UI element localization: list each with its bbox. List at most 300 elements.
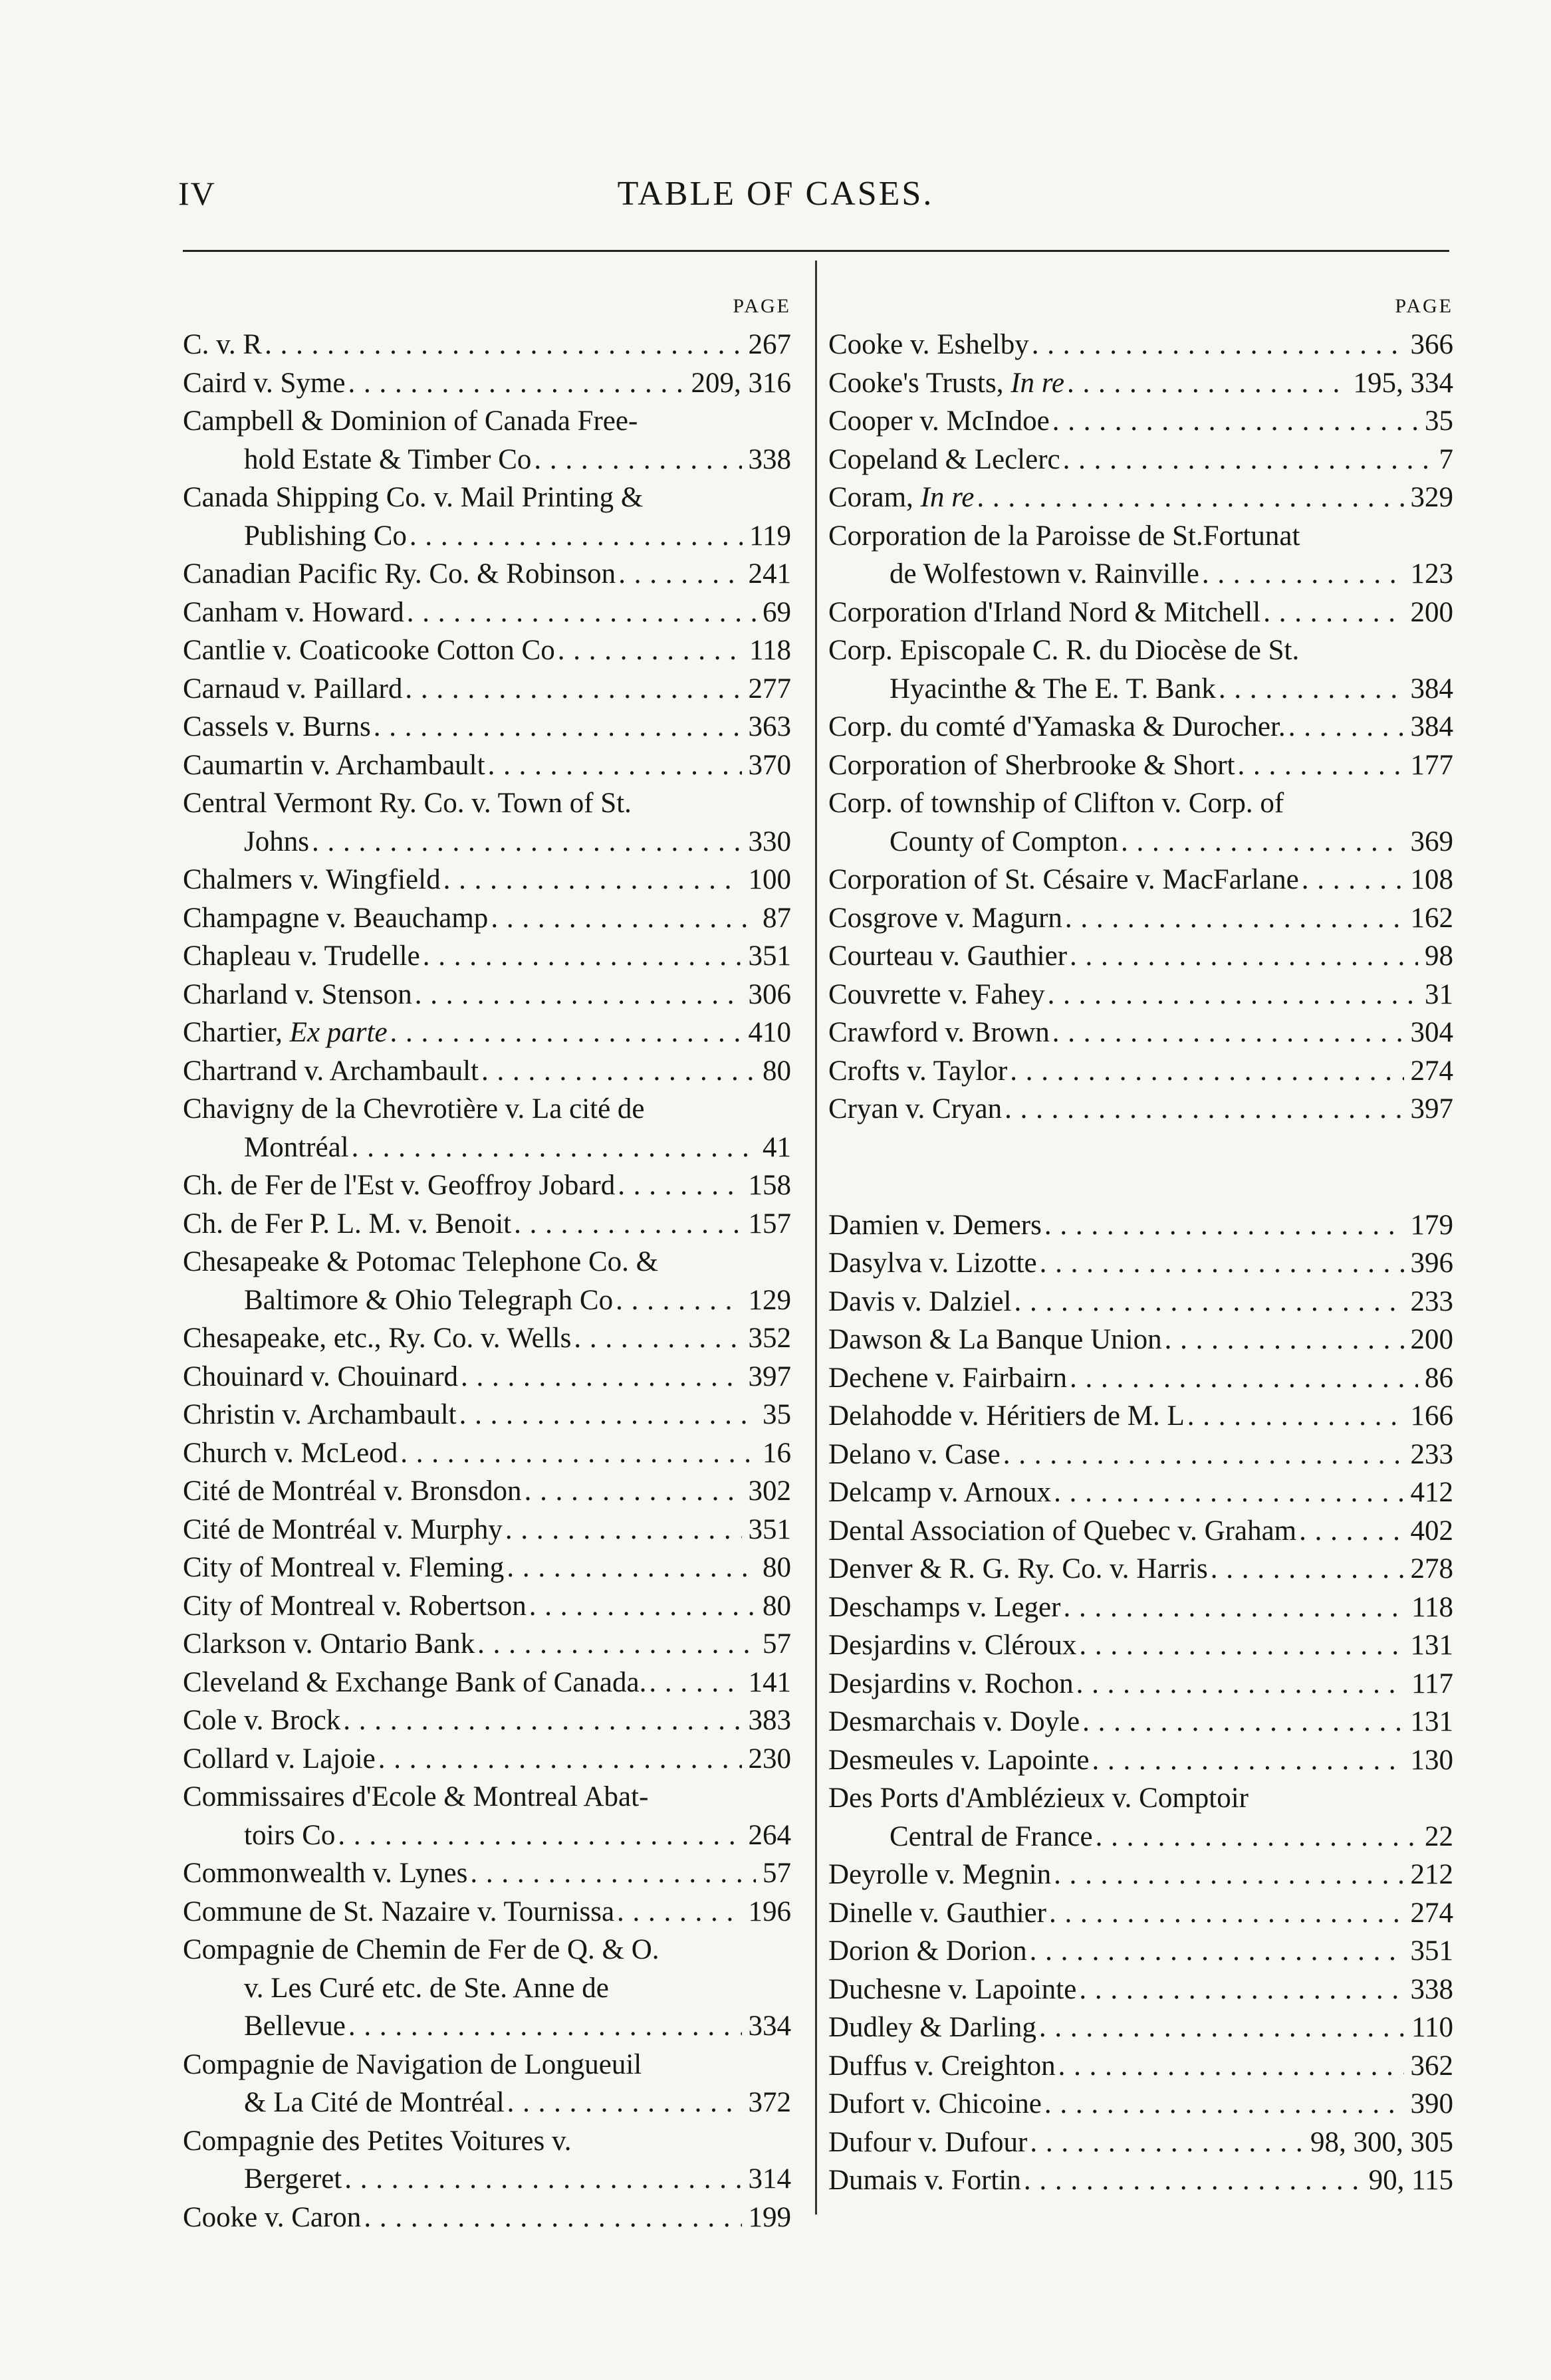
case-name: Canada Shipping Co. v. Mail Printing & <box>183 482 644 513</box>
dot-leader <box>529 1587 756 1626</box>
case-entry-line <box>183 1243 791 1281</box>
case-entry <box>183 1625 791 1664</box>
dot-leader <box>534 441 741 479</box>
dot-leader <box>1063 1588 1405 1627</box>
case-name: Davis v. Dalziel <box>828 1285 1012 1317</box>
case-name: Cooke's Trusts, In re <box>828 367 1065 399</box>
dot-leader <box>461 1358 741 1396</box>
page-number: IV <box>178 175 216 212</box>
dot-leader <box>617 1893 741 1931</box>
page-header <box>0 174 1551 221</box>
dot-leader <box>1288 708 1404 746</box>
case-name: Coram, In re <box>828 482 975 513</box>
case-entry <box>828 479 1453 517</box>
case-entry-line <box>183 823 791 861</box>
page-reference: 123 <box>1410 558 1453 590</box>
case-entry <box>828 402 1453 441</box>
dot-leader <box>1211 1550 1404 1588</box>
case-entry <box>828 784 1453 861</box>
case-name: Chartrand v. Archambault <box>183 1055 479 1087</box>
case-name: Church v. McLeod <box>183 1437 398 1469</box>
case-name: Chesapeake & Potomac Telephone Co. & <box>183 1246 659 1277</box>
case-entry-line <box>828 2123 1453 2162</box>
case-entry-line <box>828 861 1453 899</box>
page-reference: 57 <box>763 1858 791 1889</box>
case-name: City of Montreal v. Fleming <box>183 1552 505 1583</box>
dot-leader <box>338 1816 741 1855</box>
case-name: Crofts v. Taylor <box>828 1055 1008 1087</box>
case-list <box>183 326 791 2236</box>
case-entry-line <box>183 594 791 632</box>
page-reference: 370 <box>748 749 791 781</box>
case-entry-line <box>828 1894 1453 1933</box>
case-name: Dinelle v. Gauthier <box>828 1897 1046 1929</box>
case-entry <box>183 1052 791 1091</box>
case-entry-line <box>183 1740 791 1779</box>
dot-leader <box>558 631 743 670</box>
dot-leader <box>470 1854 756 1893</box>
case-name: County of Compton <box>890 825 1119 857</box>
case-name: Dasylva v. Lizotte <box>828 1247 1037 1279</box>
case-entry <box>828 1397 1453 1436</box>
case-entry <box>828 1014 1453 1052</box>
case-entry <box>828 1665 1453 1703</box>
case-entry-line <box>828 517 1453 556</box>
case-entry <box>828 1321 1453 1359</box>
dot-leader <box>574 1319 741 1358</box>
case-name: hold Estate & Timber Co <box>244 443 532 475</box>
case-name: Corp. of township of Clifton v. Corp. of <box>828 788 1284 819</box>
case-entry <box>828 708 1453 746</box>
dot-leader <box>1030 1932 1404 1971</box>
case-entry-line <box>183 708 791 746</box>
case-entry-line <box>183 1778 791 1816</box>
case-name: Commonwealth v. Lynes <box>183 1858 468 1889</box>
case-name: Des Ports d'Amblézieux v. Comptoir <box>828 1783 1249 1814</box>
case-entry-line <box>828 1588 1453 1627</box>
page-reference: 129 <box>748 1284 791 1316</box>
case-name: Damien v. Demers <box>828 1209 1042 1241</box>
dot-leader <box>265 326 741 364</box>
dot-leader <box>1063 441 1433 479</box>
case-entry <box>183 631 791 670</box>
case-entry <box>183 1319 791 1358</box>
page-reference: 383 <box>748 1705 791 1736</box>
case-entry-line <box>183 1625 791 1664</box>
case-entry <box>183 1587 791 1626</box>
case-name: Desmeules v. Lapointe <box>828 1744 1090 1776</box>
dot-leader <box>618 555 741 594</box>
case-entry-line <box>183 1549 791 1587</box>
dot-leader <box>407 594 756 632</box>
case-name: City of Montreal v. Robertson <box>183 1590 527 1622</box>
case-name: Central de France <box>890 1820 1093 1852</box>
dot-leader <box>1165 1321 1404 1359</box>
case-name: Caird v. Syme <box>183 367 346 399</box>
page-reference: 233 <box>1410 1438 1453 1470</box>
case-entry-line <box>183 631 791 670</box>
case-name: Christin v. Archambault <box>183 1399 457 1430</box>
case-name: Campbell & Dominion of Canada Free- <box>183 405 638 437</box>
page-reference: 98, 300, 305 <box>1310 2126 1453 2158</box>
page-reference: 384 <box>1410 673 1453 704</box>
page-reference: 351 <box>748 940 791 972</box>
page-reference: 396 <box>1410 1247 1453 1279</box>
case-entry-line <box>828 1512 1453 1551</box>
dot-leader <box>977 479 1403 517</box>
case-entry-line <box>828 1090 1453 1129</box>
page-reference: 87 <box>763 902 791 934</box>
case-entry-line <box>828 1932 1453 1971</box>
page-reference: 69 <box>763 596 791 628</box>
dot-leader <box>488 746 742 785</box>
case-entry-line <box>828 2161 1453 2200</box>
case-entry-line <box>828 1550 1453 1588</box>
case-entry <box>183 1014 791 1052</box>
case-name: Cryan v. Cryan <box>828 1093 1003 1125</box>
case-entry <box>828 2047 1453 2086</box>
case-entry-line <box>183 1358 791 1396</box>
case-entry <box>183 1893 791 1931</box>
case-entry <box>183 1243 791 1319</box>
case-name: Dufour v. Dufour <box>828 2126 1028 2158</box>
case-entry-line <box>183 2084 791 2122</box>
case-entry <box>828 1703 1453 1741</box>
case-name: Carnaud v. Paillard <box>183 673 403 704</box>
dot-leader <box>348 364 684 403</box>
dot-leader <box>312 823 742 861</box>
case-entry-line <box>183 1052 791 1091</box>
case-entry <box>183 594 791 632</box>
case-entry-line <box>183 1472 791 1511</box>
case-entry <box>828 861 1453 899</box>
page-reference: 329 <box>1410 482 1453 513</box>
case-entry <box>828 326 1453 364</box>
page-reference: 166 <box>1410 1400 1453 1432</box>
case-entry-line <box>828 555 1453 594</box>
page-reference: 397 <box>1410 1093 1453 1125</box>
dot-leader <box>481 1052 756 1091</box>
case-entry <box>183 1664 791 1702</box>
dot-leader <box>1076 1665 1405 1703</box>
page-reference: 369 <box>1410 825 1453 857</box>
case-entry <box>183 1090 791 1166</box>
case-entry <box>183 555 791 594</box>
case-name: Bellevue <box>244 2010 346 2042</box>
case-entry-line <box>828 784 1453 823</box>
case-name: de Wolfestown v. Rainville <box>890 558 1199 590</box>
case-entry <box>828 594 1453 632</box>
case-entry-line <box>183 1893 791 1931</box>
case-entry-line <box>183 364 791 403</box>
dot-leader <box>491 899 756 938</box>
dot-leader <box>505 1511 742 1549</box>
page-column-heading: PAGE <box>1395 295 1453 317</box>
page-reference: 118 <box>1411 1591 1453 1623</box>
dot-leader <box>1054 1856 1403 1894</box>
case-name: Commune de St. Nazaire v. Tournissa <box>183 1895 615 1927</box>
case-name: v. Les Curé etc. de Ste. Anne de <box>244 1972 609 2004</box>
case-entry <box>183 1854 791 1893</box>
case-entry-line <box>828 1244 1453 1283</box>
case-name: Crawford v. Brown <box>828 1017 1050 1048</box>
case-entry-line <box>828 1473 1453 1512</box>
case-entry <box>828 1894 1453 1933</box>
dot-leader <box>364 2199 741 2237</box>
case-entry-line <box>828 1321 1453 1359</box>
case-entry <box>828 364 1453 403</box>
case-name: Couvrette v. Fahey <box>828 978 1045 1010</box>
dot-leader <box>352 1129 756 1167</box>
dot-leader <box>1040 1244 1404 1283</box>
case-entry-line <box>828 2047 1453 2086</box>
case-name: Delano v. Case <box>828 1438 1001 1470</box>
case-entry <box>183 1166 791 1205</box>
page-reference: 131 <box>1410 1630 1453 1661</box>
page-reference: 131 <box>1410 1706 1453 1737</box>
case-entry <box>183 2046 791 2122</box>
case-name: Dental Association of Quebec v. Graham <box>828 1515 1297 1547</box>
case-entry <box>183 326 791 364</box>
case-entry-line <box>183 1166 791 1205</box>
case-name: Deschamps v. Leger <box>828 1591 1061 1623</box>
case-entry <box>183 1931 791 2046</box>
dot-leader <box>1237 746 1403 785</box>
case-name: Compagnie de Chemin de Fer de Q. & O. <box>183 1934 659 1965</box>
page-reference: 200 <box>1410 1324 1453 1355</box>
page-reference: 397 <box>748 1360 791 1392</box>
dot-leader <box>1263 594 1403 632</box>
case-entry-line <box>828 1397 1453 1436</box>
dot-leader <box>374 708 742 746</box>
dot-leader <box>507 2084 742 2122</box>
case-name: Ch. de Fer P. L. M. v. Benoit <box>183 1208 512 1240</box>
case-entry <box>183 899 791 938</box>
case-name: Compagnie des Petites Voitures v. <box>183 2125 572 2157</box>
case-entry-line <box>828 899 1453 938</box>
page-reference: 274 <box>1410 1897 1453 1929</box>
dot-leader <box>1302 861 1404 899</box>
case-entry-line <box>183 479 791 517</box>
page-reference: 41 <box>763 1131 791 1163</box>
dot-leader <box>1054 1473 1403 1512</box>
case-name: Central Vermont Ry. Co. v. Town of St. <box>183 788 632 819</box>
dot-leader <box>1219 670 1404 708</box>
header-rule <box>183 250 1449 252</box>
case-entry-line <box>828 1971 1453 2009</box>
case-entry-line <box>183 1511 791 1549</box>
page-reference: 330 <box>748 825 791 857</box>
page-reference: 80 <box>763 1590 791 1622</box>
page-reference: 157 <box>748 1208 791 1240</box>
case-name: Commissaires d'Ecole & Montreal Abat- <box>183 1781 649 1812</box>
case-name: & La Cité de Montréal <box>244 2087 505 2118</box>
dot-leader <box>1003 1436 1404 1474</box>
dot-leader <box>514 1205 741 1244</box>
page-title: TABLE OF CASES. <box>617 175 934 213</box>
page-reference: 35 <box>763 1399 791 1430</box>
dot-leader <box>1052 402 1418 441</box>
case-entry <box>183 1740 791 1779</box>
case-name: Cantlie v. Coaticooke Cotton Co <box>183 635 555 666</box>
case-entry-line <box>183 2199 791 2237</box>
case-entry <box>183 364 791 403</box>
page-reference: 7 <box>1439 443 1453 475</box>
case-name: Deyrolle v. Megnin <box>828 1859 1052 1890</box>
page-reference: 57 <box>763 1628 791 1660</box>
case-entry-line <box>183 441 791 479</box>
page-reference: 352 <box>748 1323 791 1354</box>
case-entry-line <box>183 1319 791 1358</box>
dot-leader <box>649 1664 741 1702</box>
case-name: Delcamp v. Arnoux <box>828 1477 1052 1508</box>
case-entry <box>183 1358 791 1396</box>
case-entry-line <box>828 976 1453 1014</box>
case-entry-line <box>183 1664 791 1702</box>
case-name: Chartier, Ex parte <box>183 1017 388 1048</box>
case-entry-line <box>183 1281 791 1320</box>
case-entry <box>828 1932 1453 1971</box>
page-reference: 384 <box>1410 711 1453 742</box>
case-entry <box>828 1971 1453 2009</box>
case-name: Canadian Pacific Ry. Co. & Robinson <box>183 558 616 590</box>
dot-leader <box>1048 976 1418 1014</box>
case-entry-line <box>828 1856 1453 1894</box>
page-reference: 274 <box>1410 1055 1453 1087</box>
case-name: Copeland & Leclerc <box>828 443 1060 475</box>
page-reference: 338 <box>748 443 791 475</box>
case-entry <box>828 1856 1453 1894</box>
dot-leader <box>616 1281 741 1320</box>
page-reference: 90, 115 <box>1368 2165 1453 2196</box>
page-reference: 98 <box>1425 940 1453 972</box>
dot-leader <box>423 937 742 976</box>
case-name: Canham v. Howard <box>183 596 404 628</box>
page-reference: 31 <box>1425 978 1453 1010</box>
dot-leader <box>1092 1741 1403 1780</box>
case-name: Clarkson v. Ontario Bank <box>183 1628 475 1660</box>
dot-leader <box>618 1166 741 1205</box>
case-name: Desjardins v. Cléroux <box>828 1630 1077 1661</box>
page-reference: 230 <box>748 1743 791 1775</box>
case-name: Ch. de Fer de l'Est v. Geoffroy Jobard <box>183 1170 616 1201</box>
case-name: Cleveland & Exchange Bank of Canada. <box>183 1666 647 1698</box>
dot-leader <box>1065 899 1404 938</box>
dot-leader <box>378 1740 742 1779</box>
case-entry <box>828 441 1453 479</box>
case-entry-line <box>183 326 791 364</box>
dot-leader <box>1070 1359 1418 1398</box>
case-entry-line <box>828 1818 1453 1856</box>
case-entry <box>183 1549 791 1587</box>
case-entry-line <box>183 1396 791 1434</box>
case-entry <box>828 1741 1453 1780</box>
case-entry-line <box>183 1014 791 1052</box>
dot-leader <box>1039 2008 1405 2047</box>
dot-leader <box>1010 1052 1403 1091</box>
case-entry-line <box>828 2008 1453 2047</box>
dot-leader <box>1187 1397 1404 1436</box>
case-entry-line <box>828 746 1453 785</box>
page-reference: 179 <box>1410 1209 1453 1241</box>
dot-leader <box>1121 823 1403 861</box>
page-reference: 304 <box>1410 1017 1453 1048</box>
case-entry-line <box>183 2122 791 2161</box>
case-entry <box>828 2085 1453 2123</box>
page-reference: 306 <box>748 978 791 1010</box>
case-name: Johns <box>244 825 309 857</box>
case-entry <box>183 1205 791 1244</box>
dot-leader <box>400 1434 756 1473</box>
case-entry <box>828 746 1453 785</box>
case-entry <box>183 2199 791 2237</box>
case-entry-line <box>828 1703 1453 1741</box>
case-entry <box>183 976 791 1014</box>
case-entry <box>183 1778 791 1854</box>
case-name: Corporation de la Paroisse de St.Fortunat <box>828 520 1300 552</box>
case-entry <box>183 708 791 746</box>
page-reference: 278 <box>1410 1553 1453 1584</box>
page-reference: 80 <box>763 1055 791 1087</box>
page-reference: 264 <box>748 1819 791 1851</box>
case-name: Dufort v. Chicoine <box>828 2088 1042 2119</box>
case-name: Cole v. Brock <box>183 1705 341 1736</box>
case-entry-line <box>183 1205 791 1244</box>
page-reference: 162 <box>1410 902 1453 934</box>
dot-leader <box>459 1396 756 1434</box>
case-entry-line <box>183 1587 791 1626</box>
page-reference: 80 <box>763 1552 791 1583</box>
case-entry <box>183 1472 791 1511</box>
page-reference: 267 <box>748 329 791 360</box>
case-name: Chapleau v. Trudelle <box>183 940 420 972</box>
right-column <box>828 287 1453 2200</box>
case-entry <box>828 1206 1453 1245</box>
case-entry-line <box>183 2007 791 2046</box>
case-name: Dawson & La Banque Union <box>828 1324 1162 1355</box>
page-reference: 118 <box>749 635 791 666</box>
case-entry <box>828 1626 1453 1665</box>
case-entry <box>828 976 1453 1014</box>
page-reference: 241 <box>748 558 791 590</box>
case-entry <box>183 746 791 785</box>
page-reference: 200 <box>1410 596 1453 628</box>
case-name: Cité de Montréal v. Murphy <box>183 1513 503 1545</box>
page-reference: 158 <box>748 1170 791 1201</box>
page-reference: 195, 334 <box>1353 367 1453 399</box>
case-name: Cooke v. Caron <box>183 2201 362 2233</box>
case-name: Dumais v. Fortin <box>828 2165 1021 2196</box>
dot-leader <box>1049 1894 1404 1933</box>
case-name: Dudley & Darling <box>828 2012 1036 2043</box>
dot-leader <box>1067 364 1346 403</box>
case-name: C. v. R <box>183 329 263 360</box>
page-reference: 363 <box>748 711 791 742</box>
case-entry-line <box>183 1090 791 1129</box>
case-entry-line <box>183 1701 791 1740</box>
case-entry-line <box>828 364 1453 403</box>
case-name: Cooper v. McIndoe <box>828 405 1050 437</box>
page-reference: 362 <box>1410 2050 1453 2082</box>
case-entry-line <box>183 1816 791 1855</box>
case-entry-line <box>828 937 1453 976</box>
case-entry <box>183 937 791 976</box>
page-reference: 117 <box>1411 1668 1453 1699</box>
page-reference: 100 <box>748 864 791 895</box>
dot-leader <box>1079 1971 1403 2009</box>
case-name: Compagnie de Navigation de Longueuil <box>183 2048 642 2080</box>
dot-leader <box>1044 2085 1404 2123</box>
